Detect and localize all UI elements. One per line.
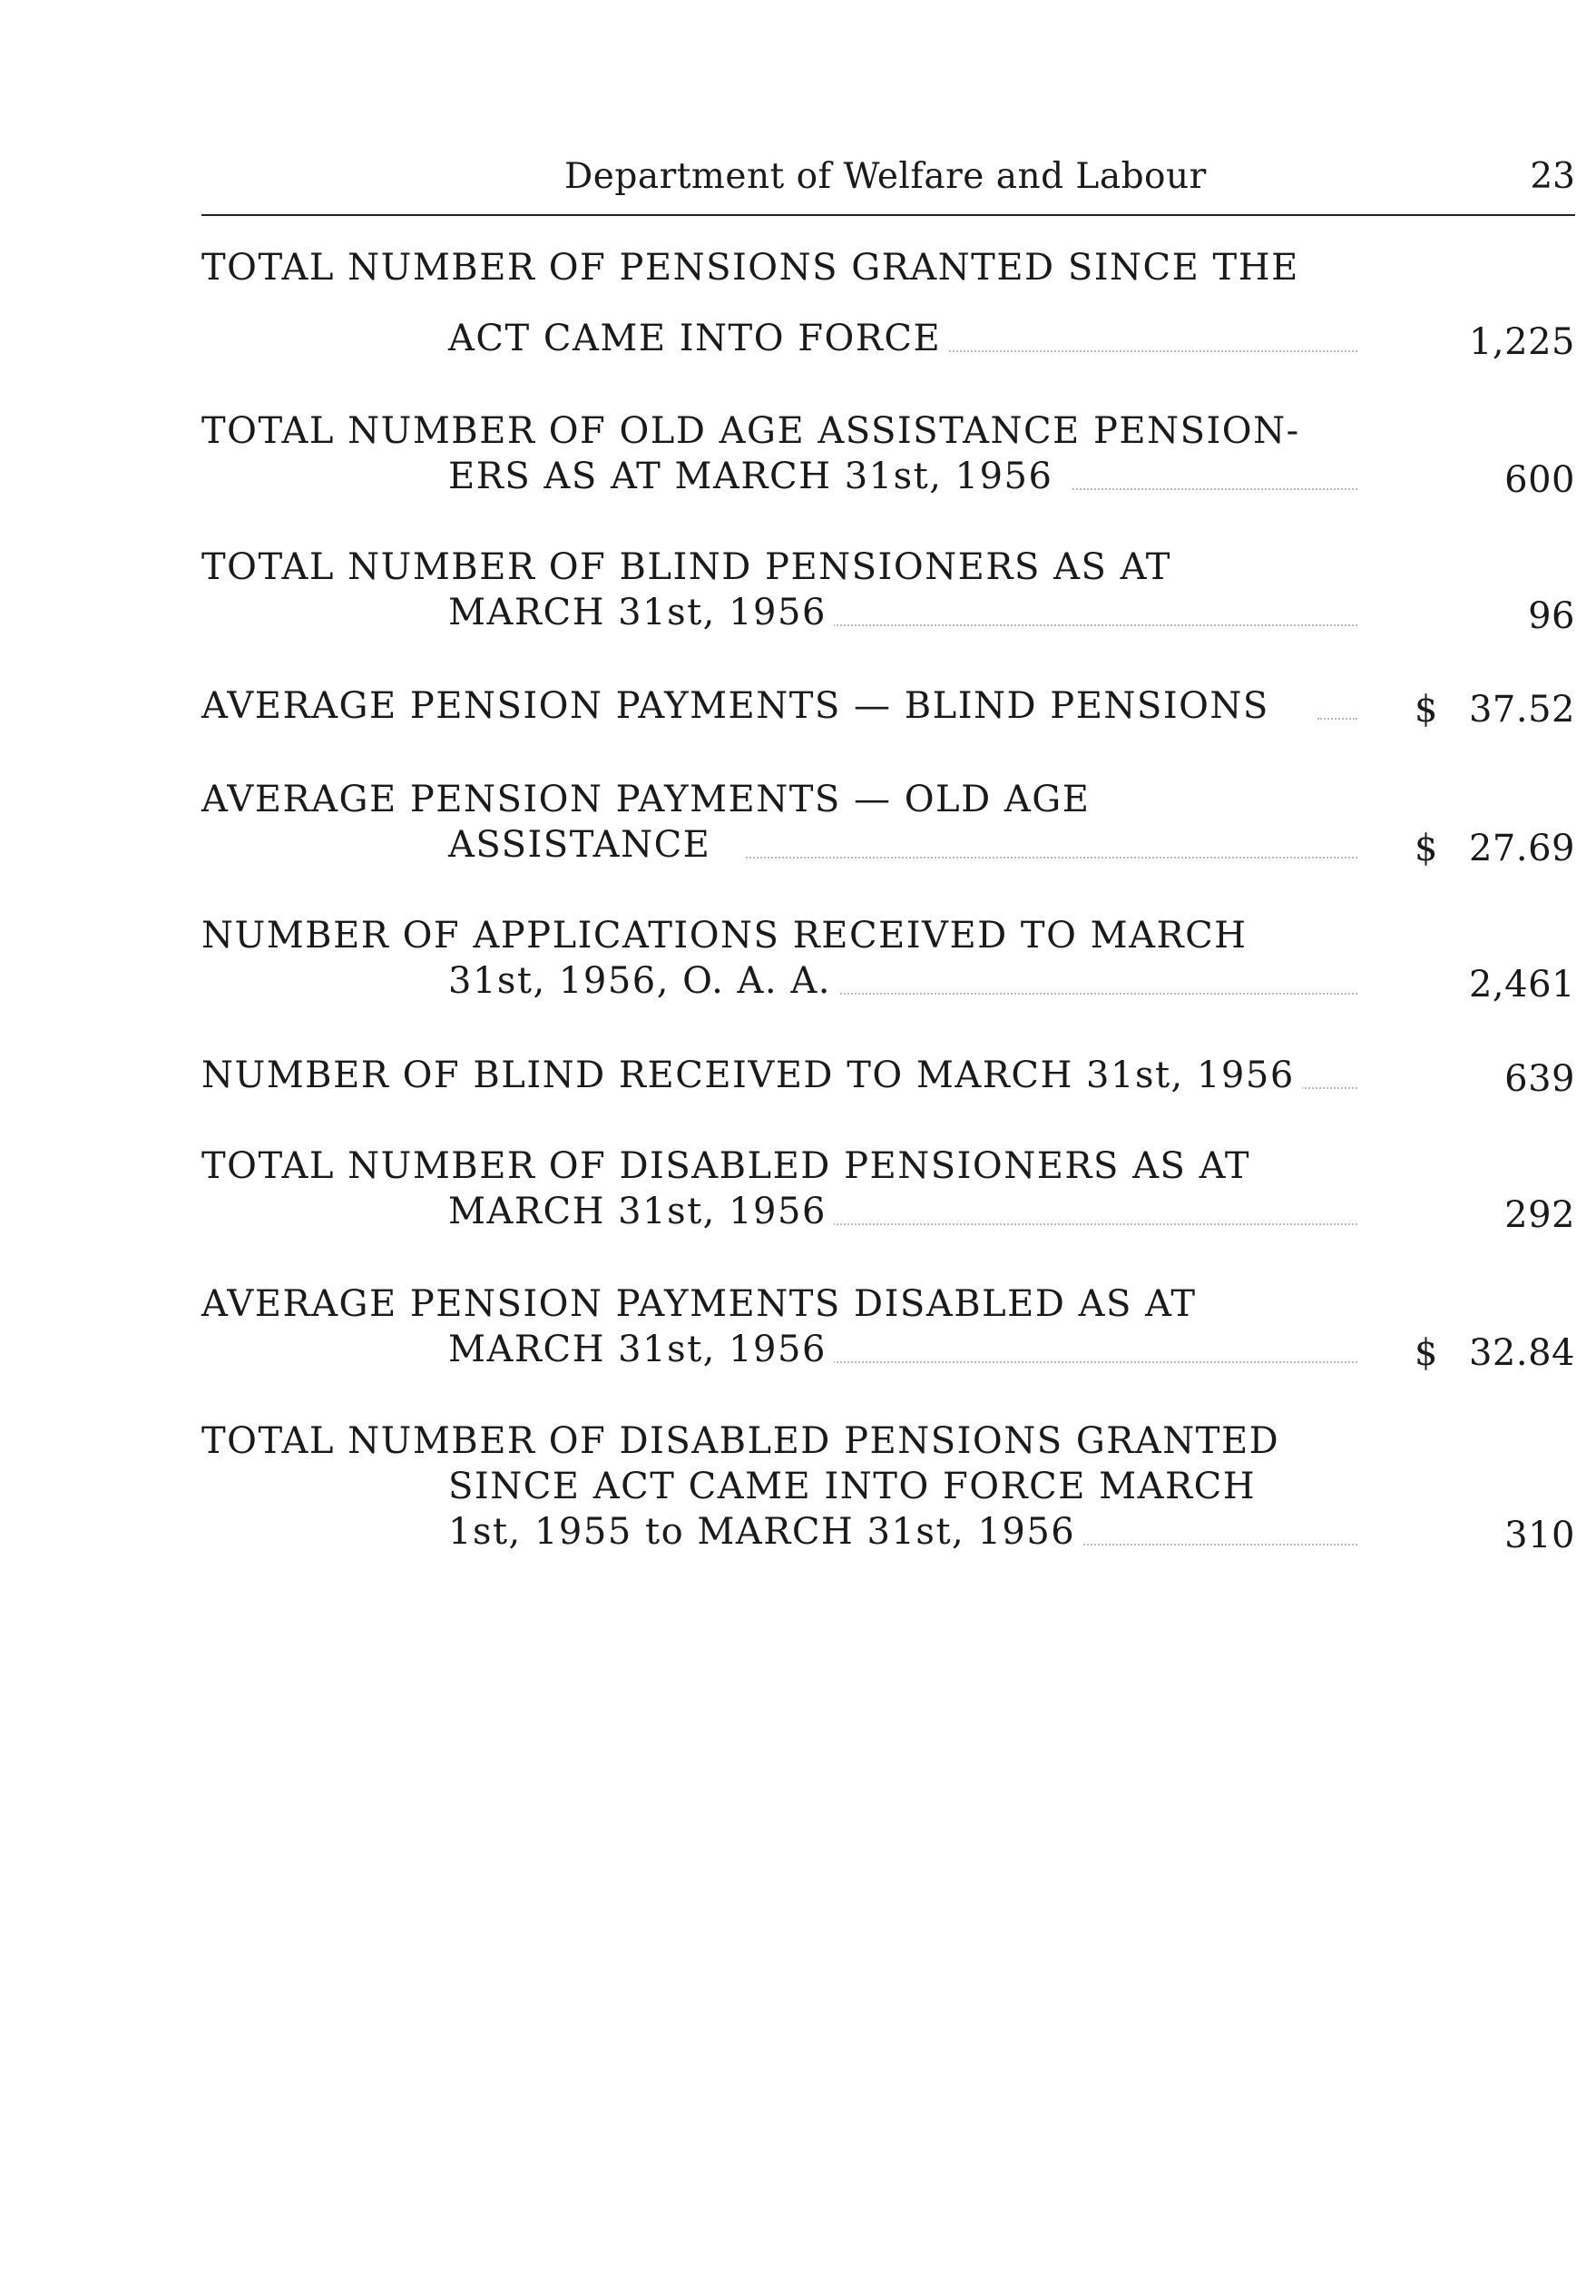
entry-text: TOTAL NUMBER OF PENSIONS GRANTED SINCE THE xyxy=(201,247,1307,289)
statistic-entry-disabled-pensions-granted xyxy=(201,1420,1575,1556)
entry-line xyxy=(201,410,1575,456)
dot-leader xyxy=(818,1223,1357,1225)
entry-value: 1,225 xyxy=(1468,321,1575,363)
statistic-entry-avg-oaa-payment xyxy=(201,779,1575,869)
header-rule xyxy=(201,214,1575,216)
dot-leader xyxy=(746,857,1357,859)
dot-leader xyxy=(1317,718,1357,720)
entry-line xyxy=(201,1283,1575,1329)
entry-text: AVERAGE PENSION PAYMENTS DISABLED AS AT xyxy=(201,1283,1204,1325)
entry-value: 2,461 xyxy=(1468,964,1575,1006)
entry-text: TOTAL NUMBER OF DISABLED PENSIONERS AS AT xyxy=(201,1145,1258,1187)
entry-text: 1st, 1955 to MARCH 31st, 1956 xyxy=(448,1511,1082,1553)
entry-line xyxy=(201,1055,1575,1100)
entry-line xyxy=(201,779,1575,824)
dot-leader xyxy=(837,993,1357,995)
entry-text: AVERAGE PENSION PAYMENTS — BLIND PENSIONS xyxy=(201,685,1277,727)
entry-line xyxy=(201,685,1575,731)
entry-text: AVERAGE PENSION PAYMENTS — OLD AGE xyxy=(201,779,1097,820)
entry-line xyxy=(201,1511,1575,1556)
entry-text: MARCH 31st, 1956 xyxy=(448,1191,834,1232)
entry-value: 639 xyxy=(1504,1058,1575,1100)
header-title: Department of Welfare and Labour xyxy=(564,156,1207,197)
entry-text: 31st, 1956, O. A. A. xyxy=(448,960,838,1002)
entry-text: TOTAL NUMBER OF BLIND PENSIONERS AS AT xyxy=(201,546,1179,588)
entry-value: 310 xyxy=(1504,1515,1575,1556)
entry-value: 292 xyxy=(1504,1194,1575,1236)
entry-text: TOTAL NUMBER OF DISABLED PENSIONS GRANTED xyxy=(201,1420,1287,1462)
entry-line xyxy=(201,592,1575,637)
entry-text: NUMBER OF BLIND RECEIVED TO MARCH 31st, 1956 xyxy=(201,1055,1302,1096)
currency-symbol: $ xyxy=(1415,689,1439,731)
entry-line xyxy=(201,1329,1575,1374)
entry-value: 96 xyxy=(1528,595,1575,637)
entry-text: ERS AS AT MARCH 31st, 1956 xyxy=(448,456,1060,497)
entry-line xyxy=(201,247,1575,292)
currency-symbol: $ xyxy=(1415,828,1439,869)
statistic-entry-avg-blind-payment xyxy=(201,685,1575,731)
dot-leader xyxy=(1072,488,1357,490)
statistic-entry-oaa-applications xyxy=(201,915,1575,1006)
entry-line xyxy=(201,546,1575,592)
entry-text: MARCH 31st, 1956 xyxy=(448,1329,834,1370)
entry-line xyxy=(201,1191,1575,1236)
entry-value: 27.69 xyxy=(1468,828,1575,869)
entry-value: 37.52 xyxy=(1468,689,1575,731)
statistic-entry-oaa-pensioners xyxy=(201,410,1575,501)
entry-value: 600 xyxy=(1504,459,1575,501)
currency-symbol: $ xyxy=(1415,1332,1439,1374)
entry-line xyxy=(201,318,1575,363)
entry-line xyxy=(201,960,1575,1006)
entry-text: SINCE ACT CAME INTO FORCE MARCH xyxy=(448,1466,1263,1507)
page-number: 23 xyxy=(1530,156,1575,197)
entry-text: MARCH 31st, 1956 xyxy=(448,592,834,633)
entry-line xyxy=(201,1420,1575,1466)
entry-text: ASSISTANCE xyxy=(448,824,718,866)
entry-text: NUMBER OF APPLICATIONS RECEIVED TO MARCH xyxy=(201,915,1255,957)
entry-line xyxy=(201,824,1575,869)
page-header xyxy=(201,156,1575,211)
dot-leader xyxy=(818,624,1357,626)
entry-line xyxy=(201,1466,1575,1511)
dot-leader xyxy=(818,1361,1357,1363)
entry-line xyxy=(201,456,1575,501)
dot-leader xyxy=(1036,1544,1357,1545)
entry-line xyxy=(201,1145,1575,1191)
entry-value: 32.84 xyxy=(1468,1332,1575,1374)
entry-text: ACT CAME INTO FORCE xyxy=(448,318,948,359)
entry-line xyxy=(201,915,1575,960)
statistic-entry-blind-received xyxy=(201,1055,1575,1100)
statistic-entry-blind-pensioners xyxy=(201,546,1575,637)
statistic-entry-total-pensions-granted xyxy=(201,247,1575,363)
entry-text: TOTAL NUMBER OF OLD AGE ASSISTANCE PENSION- xyxy=(201,410,1307,452)
statistic-entry-disabled-pensioners xyxy=(201,1145,1575,1236)
statistic-entry-avg-disabled-payment xyxy=(201,1283,1575,1374)
